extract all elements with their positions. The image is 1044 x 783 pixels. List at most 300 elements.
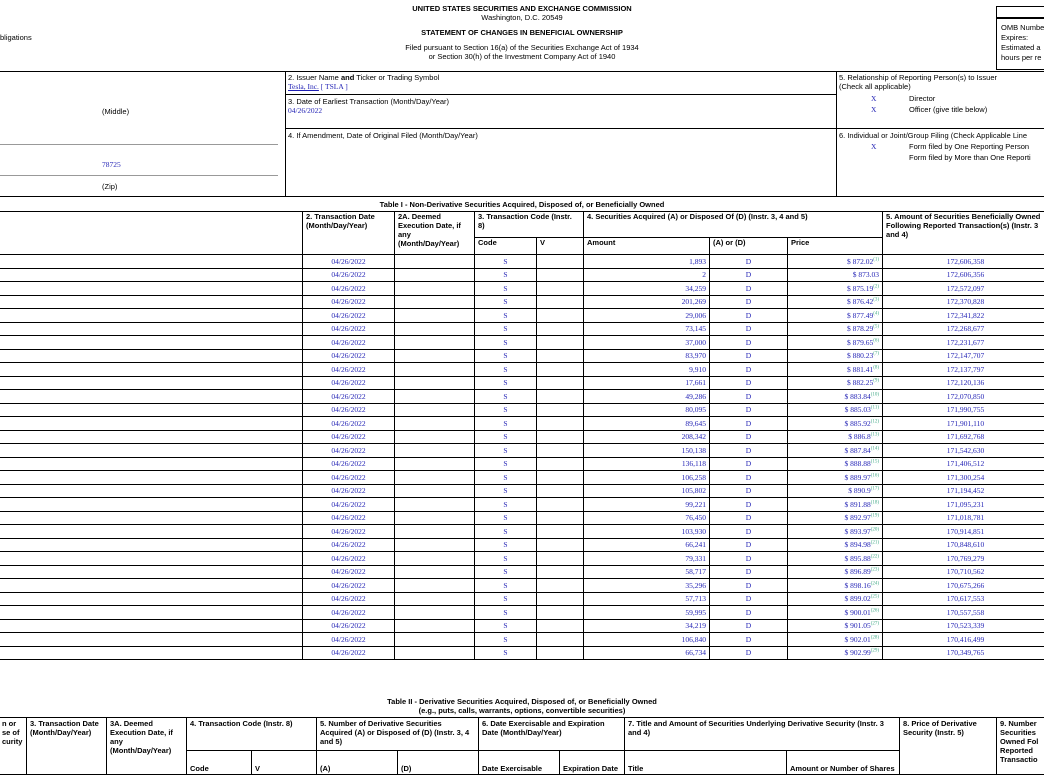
table2-header-number9: 9. Number Securities Owned Fol Reported Transactio	[997, 718, 1044, 775]
amount-cell: 83,970	[584, 349, 710, 363]
footnote-ref[interactable]: (22)	[870, 554, 880, 560]
footnote-ref[interactable]: (4)	[873, 311, 880, 317]
owned-cell: 172,268,677	[883, 322, 1044, 336]
price-cell	[788, 498, 883, 512]
amount-cell: 1,893	[584, 255, 710, 269]
issuer-link[interactable]: Tesla, Inc.	[288, 82, 319, 91]
table2	[0, 717, 1044, 775]
code-cell: S	[475, 349, 537, 363]
owned-cell: 171,692,768	[883, 430, 1044, 444]
deemed-cell	[395, 565, 475, 579]
footnote-ref[interactable]: (20)	[870, 527, 880, 533]
table2-title: Table II - Derivative Securities Acquired, Disposed of, or Beneficially Owned	[387, 697, 657, 706]
footnote-ref[interactable]: (13)	[870, 432, 880, 438]
director-check[interactable]: X	[871, 94, 877, 103]
issuer-label	[288, 73, 439, 82]
v-cell	[537, 606, 584, 620]
deemed-cell	[395, 349, 475, 363]
ad-cell: D	[710, 295, 788, 309]
date-cell: 04/26/2022	[303, 498, 395, 512]
code-cell: S	[475, 282, 537, 296]
code-cell: S	[475, 511, 537, 525]
amount-cell: 103,930	[584, 525, 710, 539]
code-cell: S	[475, 417, 537, 431]
amount-cell: 208,342	[584, 430, 710, 444]
date-cell: 04/26/2022	[303, 538, 395, 552]
date-cell: 04/26/2022	[303, 268, 395, 282]
price-cell	[788, 633, 883, 647]
table-row	[0, 646, 1044, 660]
owned-cell: 171,300,254	[883, 471, 1044, 485]
date-cell: 04/26/2022	[303, 552, 395, 566]
ad-cell: D	[710, 255, 788, 269]
price-value: $ 883.84	[844, 391, 871, 401]
form-title: STATEMENT OF CHANGES IN BENEFICIAL OWNERSHIP	[421, 28, 623, 37]
footnote-ref[interactable]: (25)	[870, 594, 880, 600]
v-cell	[537, 471, 584, 485]
table-row	[0, 606, 1044, 620]
code-cell: S	[475, 538, 537, 552]
date-cell: 04/26/2022	[303, 579, 395, 593]
date-cell: 04/26/2022	[303, 295, 395, 309]
price-cell	[788, 417, 883, 431]
table-row	[0, 552, 1044, 566]
price-value: $ 873.03	[852, 270, 880, 280]
deemed-cell	[395, 430, 475, 444]
price-value: $ 895.88	[844, 553, 871, 563]
price-value: $ 881.41	[846, 364, 874, 374]
code-cell: S	[475, 592, 537, 606]
security-cell	[0, 363, 303, 377]
table-row	[0, 363, 1044, 377]
price-cell	[788, 390, 883, 404]
v-cell	[537, 403, 584, 417]
date-cell: 04/26/2022	[303, 349, 395, 363]
table-row	[0, 525, 1044, 539]
security-cell	[0, 538, 303, 552]
date-cell: 04/26/2022	[303, 511, 395, 525]
code-cell: S	[475, 444, 537, 458]
security-cell	[0, 457, 303, 471]
price-cell	[788, 430, 883, 444]
table2-subheader-code: Code	[187, 751, 252, 775]
owned-cell: 172,370,828	[883, 295, 1044, 309]
code-cell: S	[475, 633, 537, 647]
date-cell: 04/26/2022	[303, 592, 395, 606]
owned-cell: 170,523,339	[883, 619, 1044, 633]
v-cell	[537, 498, 584, 512]
footnote-ref[interactable]: (17)	[870, 486, 880, 492]
footnote-ref[interactable]: (15)	[870, 459, 880, 465]
table1-subheader-ad: (A) or (D)	[710, 238, 788, 255]
security-cell	[0, 511, 303, 525]
owned-cell: 170,914,851	[883, 525, 1044, 539]
security-cell	[0, 295, 303, 309]
footnote-ref[interactable]: (8)	[873, 365, 880, 371]
table-row	[0, 619, 1044, 633]
footnote-ref[interactable]: (11)	[870, 405, 880, 411]
code-cell: S	[475, 376, 537, 390]
price-cell	[788, 484, 883, 498]
price-value: $ 877.49	[846, 310, 874, 320]
date-cell: 04/26/2022	[303, 403, 395, 417]
ad-cell: D	[710, 363, 788, 377]
amendment-label: 4. If Amendment, Date of Original Filed (Month/Day/Year)	[288, 131, 478, 140]
deemed-cell	[395, 592, 475, 606]
officer-check[interactable]: X	[871, 105, 877, 114]
deemed-cell	[395, 363, 475, 377]
date-cell: 04/26/2022	[303, 484, 395, 498]
ad-cell: D	[710, 282, 788, 296]
footnote-ref[interactable]: (26)	[870, 608, 880, 614]
agency-city: Washington, D.C. 20549	[481, 13, 563, 22]
table2-header-date: 3. Transaction Date (Month/Day/Year)	[27, 718, 107, 775]
deemed-cell	[395, 403, 475, 417]
price-cell	[788, 349, 883, 363]
date-cell: 04/26/2022	[303, 363, 395, 377]
table1-header-owned: 5. Amount of Securities Beneficially Owned Following Reported Transaction(s) (Instr. 3 and 4)	[883, 212, 1044, 255]
deemed-cell	[395, 268, 475, 282]
owned-cell: 171,018,781	[883, 511, 1044, 525]
deemed-cell	[395, 309, 475, 323]
ad-cell: D	[710, 430, 788, 444]
footnote-ref[interactable]: (29)	[870, 648, 880, 654]
filed-line-1: Filed pursuant to Section 16(a) of the Securities Exchange Act of 1934	[405, 43, 639, 52]
amount-cell: 59,995	[584, 606, 710, 620]
amount-cell: 99,221	[584, 498, 710, 512]
price-value: $ 885.92	[844, 418, 871, 428]
price-cell	[788, 606, 883, 620]
table2-subtitle: (e.g., puts, calls, warrants, options, convertible securities)	[418, 706, 626, 715]
amount-cell: 106,258	[584, 471, 710, 485]
footnote-ref[interactable]: (3)	[873, 297, 880, 303]
table2-subheader-date-exercisable: Date Exercisable	[479, 751, 560, 775]
amount-cell: 201,269	[584, 295, 710, 309]
table1-body	[0, 255, 1044, 660]
code-cell: S	[475, 322, 537, 336]
v-cell	[537, 390, 584, 404]
footnote-ref[interactable]: (9)	[873, 378, 880, 384]
price-cell	[788, 255, 883, 269]
security-cell	[0, 336, 303, 350]
deemed-cell	[395, 579, 475, 593]
owned-cell: 172,120,136	[883, 376, 1044, 390]
omb-top-box	[996, 6, 1044, 18]
deemed-cell	[395, 282, 475, 296]
table1-subheader-amount: Amount	[584, 238, 710, 255]
divider	[285, 71, 286, 196]
table-row	[0, 471, 1044, 485]
ad-cell: D	[710, 444, 788, 458]
deemed-cell	[395, 538, 475, 552]
price-cell	[788, 376, 883, 390]
table2-subheader-amount: Amount or Number of Shares	[787, 751, 900, 775]
date-cell: 04/26/2022	[303, 457, 395, 471]
table-row	[0, 457, 1044, 471]
price-cell	[788, 295, 883, 309]
date-cell: 04/26/2022	[303, 646, 395, 660]
deemed-cell	[395, 511, 475, 525]
omb-box	[996, 18, 1044, 70]
ad-cell: D	[710, 646, 788, 660]
amount-cell: 49,286	[584, 390, 710, 404]
amount-cell: 150,138	[584, 444, 710, 458]
table2-header-deemed: 3A. Deemed Execution Date, if any (Month/Day/Year)	[107, 718, 187, 775]
form-header	[322, 4, 722, 61]
deemed-cell	[395, 471, 475, 485]
date-cell: 04/26/2022	[303, 633, 395, 647]
amount-cell: 34,219	[584, 619, 710, 633]
security-cell	[0, 322, 303, 336]
date-cell: 04/26/2022	[303, 417, 395, 431]
price-cell	[788, 444, 883, 458]
code-cell: S	[475, 552, 537, 566]
table-row	[0, 268, 1044, 282]
security-cell	[0, 282, 303, 296]
code-cell: S	[475, 430, 537, 444]
ad-cell: D	[710, 376, 788, 390]
amount-cell: 29,006	[584, 309, 710, 323]
ad-cell: D	[710, 403, 788, 417]
code-cell: S	[475, 579, 537, 593]
amount-cell: 89,645	[584, 417, 710, 431]
code-cell: S	[475, 498, 537, 512]
code-cell: S	[475, 336, 537, 350]
price-value: $ 896.89	[844, 567, 871, 577]
divider	[0, 196, 1044, 197]
deemed-cell	[395, 295, 475, 309]
ad-cell: D	[710, 268, 788, 282]
deemed-cell	[395, 606, 475, 620]
relationship-sublabel: (Check all applicable)	[839, 82, 911, 91]
owned-cell: 172,572,097	[883, 282, 1044, 296]
issuer-value	[288, 82, 348, 91]
issuer-label-and: and	[340, 73, 355, 82]
amount-cell: 106,840	[584, 633, 710, 647]
filing-label: 6. Individual or Joint/Group Filing (Check Applicable Line	[839, 131, 1028, 140]
price-cell	[788, 538, 883, 552]
omb-estimated: Estimated a	[1001, 43, 1041, 52]
price-value: $ 900.01	[844, 607, 871, 617]
footnote-ref[interactable]: (5)	[873, 324, 880, 330]
security-cell	[0, 484, 303, 498]
price-cell	[788, 511, 883, 525]
price-value: $ 893.97	[844, 526, 871, 536]
price-value: $ 879.65	[846, 337, 874, 347]
ad-cell: D	[710, 538, 788, 552]
price-value: $ 889.97	[844, 472, 871, 482]
table-row	[0, 403, 1044, 417]
owned-cell: 172,606,358	[883, 255, 1044, 269]
footnote-ref[interactable]: (10)	[870, 392, 880, 398]
deemed-cell	[395, 646, 475, 660]
v-cell	[537, 592, 584, 606]
amount-cell: 66,241	[584, 538, 710, 552]
price-value: $ 885.03	[844, 405, 871, 415]
ad-cell: D	[710, 565, 788, 579]
code-cell: S	[475, 646, 537, 660]
v-cell	[537, 349, 584, 363]
table2-header-title: 7. Title and Amount of Securities Underlying Derivative Security (Instr. 3 and 4)	[625, 718, 900, 751]
omb-expires: Expires:	[1001, 33, 1029, 42]
footnote-ref[interactable]: (1)	[873, 257, 880, 263]
director-label: Director	[909, 94, 936, 103]
footnote-ref[interactable]: (24)	[870, 581, 880, 587]
price-cell	[788, 268, 883, 282]
v-cell	[537, 484, 584, 498]
owned-cell: 171,990,755	[883, 403, 1044, 417]
v-cell	[537, 255, 584, 269]
price-cell	[788, 403, 883, 417]
v-cell	[537, 268, 584, 282]
ad-cell: D	[710, 592, 788, 606]
price-cell	[788, 552, 883, 566]
security-cell	[0, 606, 303, 620]
amount-cell: 76,450	[584, 511, 710, 525]
table2-subheader-v: V	[252, 751, 317, 775]
code-cell: S	[475, 565, 537, 579]
v-cell	[537, 322, 584, 336]
owned-cell: 172,070,850	[883, 390, 1044, 404]
table2-header-code: 4. Transaction Code (Instr. 8)	[187, 718, 317, 751]
earliest-date-label: 3. Date of Earliest Transaction (Month/Day/Year)	[288, 97, 450, 106]
divider	[836, 71, 837, 196]
officer-label: Officer (give title below)	[909, 105, 988, 114]
footnote-ref[interactable]: (16)	[870, 473, 880, 479]
price-cell	[788, 309, 883, 323]
table2-subheader-d: (D)	[398, 751, 479, 775]
owned-cell: 171,095,231	[883, 498, 1044, 512]
table-row	[0, 336, 1044, 350]
date-cell: 04/26/2022	[303, 390, 395, 404]
amount-cell: 66,734	[584, 646, 710, 660]
omb-number: OMB Numbe	[1001, 23, 1044, 32]
amount-cell: 80,095	[584, 403, 710, 417]
footnote-ref[interactable]: (12)	[870, 419, 880, 425]
table-row	[0, 309, 1044, 323]
table-row	[0, 390, 1044, 404]
table-row	[0, 579, 1044, 593]
footnote-ref[interactable]: (6)	[873, 338, 880, 344]
footnote-ref[interactable]: (7)	[873, 351, 880, 357]
owned-cell: 170,710,562	[883, 565, 1044, 579]
footnote-ref[interactable]: (18)	[870, 500, 880, 506]
ad-cell: D	[710, 525, 788, 539]
footnote-ref[interactable]: (27)	[870, 621, 880, 627]
footnote-ref[interactable]: (23)	[870, 567, 880, 573]
security-cell	[0, 376, 303, 390]
owned-cell: 172,231,677	[883, 336, 1044, 350]
ad-cell: D	[710, 349, 788, 363]
footnote-ref[interactable]: (2)	[873, 284, 880, 290]
date-cell: 04/26/2022	[303, 525, 395, 539]
date-cell: 04/26/2022	[303, 309, 395, 323]
ad-cell: D	[710, 579, 788, 593]
v-cell	[537, 525, 584, 539]
table-row	[0, 322, 1044, 336]
owned-cell: 170,675,266	[883, 579, 1044, 593]
ad-cell: D	[710, 417, 788, 431]
table-row	[0, 349, 1044, 363]
relationship-label: 5. Relationship of Reporting Person(s) to Issuer	[839, 73, 997, 82]
price-value: $ 899.02	[844, 594, 871, 604]
price-value: $ 891.88	[844, 499, 871, 509]
table1	[0, 211, 1044, 660]
security-cell	[0, 525, 303, 539]
code-cell: S	[475, 619, 537, 633]
price-value: $ 898.16	[844, 580, 871, 590]
owned-cell: 172,137,797	[883, 363, 1044, 377]
ad-cell: D	[710, 322, 788, 336]
amount-cell: 79,331	[584, 552, 710, 566]
ad-cell: D	[710, 633, 788, 647]
obligations-fragment: bligations	[0, 33, 32, 42]
table2-header-price: 8. Price of Derivative Security (Instr. 5)	[900, 718, 997, 775]
amount-cell: 34,259	[584, 282, 710, 296]
code-cell: S	[475, 309, 537, 323]
price-cell	[788, 525, 883, 539]
ad-cell: D	[710, 552, 788, 566]
footnote-ref[interactable]: (14)	[870, 446, 880, 452]
owned-cell: 171,542,630	[883, 444, 1044, 458]
one-person-check[interactable]: X	[871, 142, 877, 151]
deemed-cell	[395, 552, 475, 566]
omb-hours: hours per re	[1001, 53, 1042, 62]
deemed-cell	[395, 322, 475, 336]
earliest-date-value: 04/26/2022	[288, 106, 323, 115]
owned-cell: 170,557,558	[883, 606, 1044, 620]
footnote-ref[interactable]: (19)	[870, 513, 880, 519]
amount-cell: 58,717	[584, 565, 710, 579]
v-cell	[537, 430, 584, 444]
divider	[0, 71, 1044, 72]
price-value: $ 876.42	[846, 297, 874, 307]
code-cell: S	[475, 471, 537, 485]
footnote-ref[interactable]: (21)	[870, 540, 880, 546]
owned-cell: 170,769,279	[883, 552, 1044, 566]
price-cell	[788, 457, 883, 471]
security-cell	[0, 349, 303, 363]
v-cell	[537, 552, 584, 566]
v-cell	[537, 376, 584, 390]
v-cell	[537, 309, 584, 323]
table-row	[0, 255, 1044, 269]
date-cell: 04/26/2022	[303, 606, 395, 620]
deemed-cell	[395, 619, 475, 633]
code-cell: S	[475, 295, 537, 309]
ad-cell: D	[710, 484, 788, 498]
table-row	[0, 511, 1044, 525]
security-cell	[0, 417, 303, 431]
code-cell: S	[475, 255, 537, 269]
ad-cell: D	[710, 606, 788, 620]
table-row	[0, 538, 1044, 552]
amount-cell: 136,118	[584, 457, 710, 471]
price-value: $ 872.02	[846, 256, 874, 266]
price-cell	[788, 336, 883, 350]
amount-cell: 105,802	[584, 484, 710, 498]
deemed-cell	[395, 633, 475, 647]
v-cell	[537, 538, 584, 552]
ad-cell: D	[710, 498, 788, 512]
code-cell: S	[475, 525, 537, 539]
security-cell	[0, 390, 303, 404]
footnote-ref[interactable]: (28)	[870, 635, 880, 641]
table1-title: Table I - Non-Derivative Securities Acquired, Disposed of, or Beneficially Owned	[379, 200, 665, 209]
code-cell: S	[475, 403, 537, 417]
amount-cell: 35,296	[584, 579, 710, 593]
owned-cell: 172,341,822	[883, 309, 1044, 323]
